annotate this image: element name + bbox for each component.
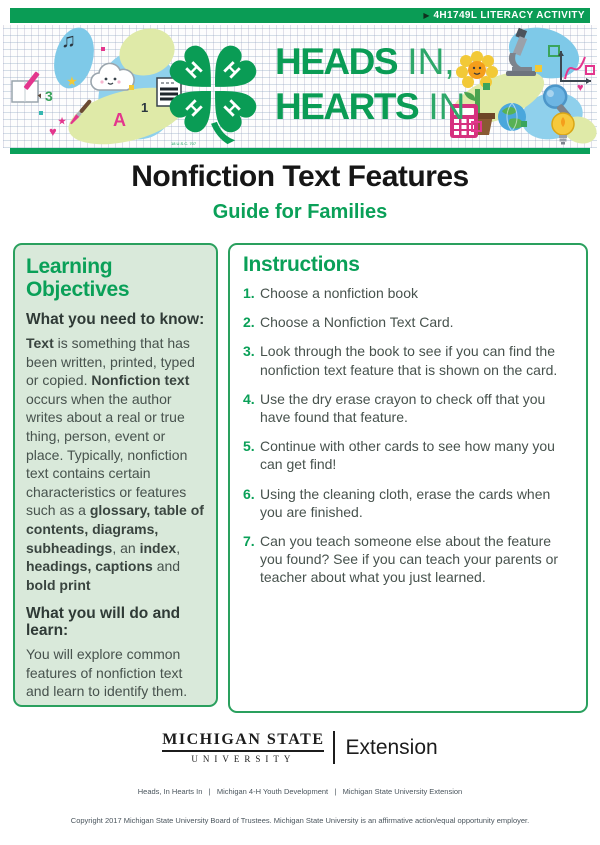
text-segment: glossary, table of contents, diagrams, subheadings [26,502,204,556]
instruction-number: 4. [243,390,255,407]
instruction-text: Using the cleaning cloth, erase the cards when you are finished. [260,485,551,520]
heads-light: IN, [397,41,455,82]
text-segment: index [139,539,177,556]
text-segment: bold print [26,576,91,593]
text-segment: occurs when the author writes about a real or true thing, person, event or place. Typically, nonfiction text contains certain characteristics or features such as a [26,390,188,519]
lightbulb-icon [549,111,577,151]
need-to-know-heading: What you need to know: [26,311,205,329]
text-segment: Nonfiction text [91,372,190,389]
cloud-icon [89,61,137,97]
headline-line1 [275,39,465,84]
4h-clover-logo: H [155,29,271,152]
teal-square [39,111,43,115]
page-subtitle: Guide for Families [212,201,388,223]
book-pencil-icon [11,73,45,109]
msu-wordmark-line2: UNIVERSITY [191,754,296,764]
instruction-text: Look through the book to see if you can find the nonfiction text feature that is shown on the card. [260,343,558,378]
msu-wordmark-line1: MICHIGAN STATE [162,731,324,752]
pink-square [101,47,105,51]
heart-icon: ♥ [49,124,57,139]
microscope-icon [500,27,544,83]
instruction-text: Use the dry erase crayon to check off that you have found that feature. [260,390,546,426]
text-segment: , [176,539,181,556]
text-segment: is something that has been written, printed, typed or copied. [26,335,195,389]
instructions-list [243,284,573,586]
green-divider-bar [10,148,590,154]
learning-objectives-box [13,243,218,707]
instruction-number: 3. [243,343,255,360]
extension-label: Extension [345,735,438,759]
instruction-number: 5. [243,438,255,455]
text-segment: and [152,558,181,575]
instruction-item [243,437,573,473]
pink-square-outline [585,65,595,75]
need-to-know-paragraph [26,334,205,595]
copyright-line: Copyright 2017 Michigan State University Board of Trustees. Michigan State University is an affirmative action/equal opportunity employer. [70,815,530,825]
logo-divider [333,731,335,764]
instruction-number: 6. [243,485,255,502]
instruction-number: 1. [243,285,255,302]
star-icon: ★ [58,116,67,126]
instruction-item [243,284,573,302]
headline-line2 [275,84,465,129]
green-square [521,121,527,127]
instruction-item [243,532,573,587]
learning-objectives-heading: Learning Objectives [26,255,130,302]
will-do-paragraph: You will explore common features of nonfiction text and learn to identify them. [26,646,188,700]
instruction-text: Can you teach someone else about the feature you found? See if you can teach your parents or teacher about what you just learned. [260,532,559,586]
header-banner [3,25,597,148]
hearts-bold: HEARTS [275,86,419,128]
heart-icon: ♥ [577,82,584,94]
star-icon: ★ [67,76,77,88]
hearts-light: IN [418,86,466,128]
instruction-text: Continue with other cards to see how many you can get find! [260,438,555,473]
instruction-item [243,485,573,521]
text-segment: headings, captions [26,558,153,575]
yellow-square [535,65,542,72]
instruction-number: 2. [243,314,255,331]
heads-bold: HEADS [275,41,398,82]
instruction-text: Choose a nonfiction book [260,285,418,302]
will-do-heading: What you will do and learn: [26,604,181,640]
text-segment: Text [26,335,54,351]
instructions-box [228,243,588,713]
top-bar [10,8,590,23]
instructions-heading: Instructions [243,253,360,276]
number-3: 3 [45,88,53,104]
instruction-item [243,390,573,426]
msu-wordmark [162,731,324,764]
credits-line: Heads, In Hearts In | Michigan 4-H Youth Development | Michigan State University Extension [137,786,463,796]
msu-extension-logo [0,731,600,764]
number-1: 1 [141,100,149,115]
music-note-icon: ♫ [61,30,76,52]
clover-footnote: 18 U.S.C. 707 [171,141,197,146]
letter-a-icon: A [113,110,126,130]
instruction-item [243,342,573,378]
pink-square-outline [471,121,482,132]
text-segment: , an [112,539,140,556]
banner-headline [275,39,465,129]
page-title: Nonfiction Text Features [131,160,469,193]
instruction-text: Choose a Nonfiction Text Card. [260,314,454,331]
yellow-square [129,85,134,90]
globe-icon [496,101,528,137]
instruction-item [243,313,573,331]
activity-code-label: 4H1749L LITERACY ACTIVITY [433,9,585,21]
green-square [483,83,490,90]
footer-credits [0,767,600,845]
instruction-number: 7. [243,532,255,549]
arrow-icon: ▶ [423,10,430,20]
